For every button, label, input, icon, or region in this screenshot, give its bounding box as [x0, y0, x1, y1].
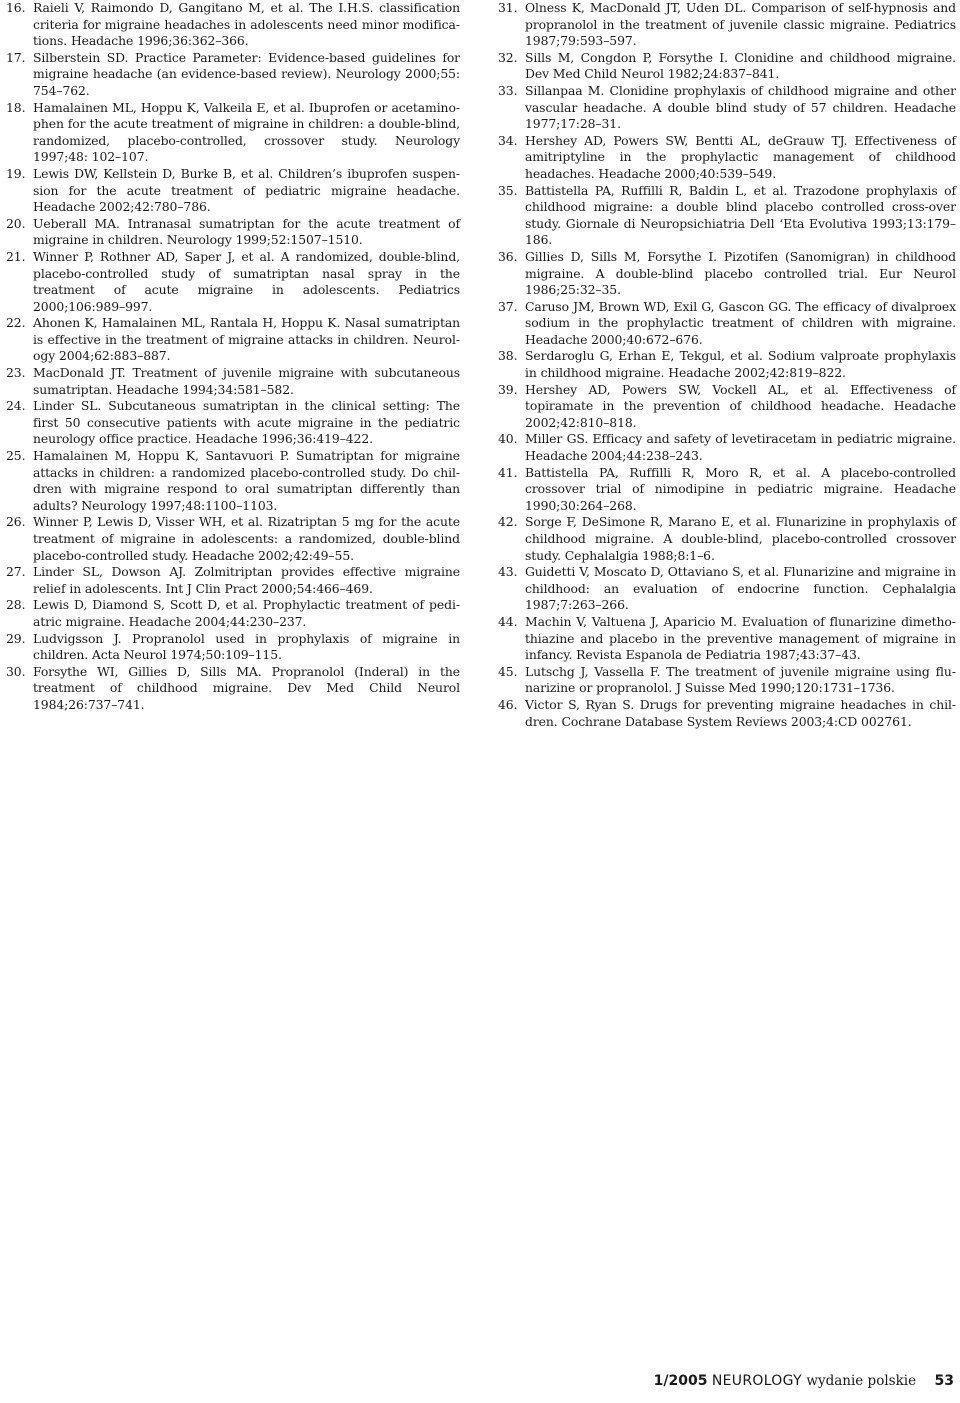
- reference-title: Propranolol (Inderal) in the treatment of childhood migraine.: [33, 663, 460, 696]
- reference-title: Flunarizine and migraine in childhood: an evaluation of endocrine function.: [525, 564, 956, 596]
- footer-journal: NEUROLOGY: [711, 1373, 802, 1389]
- reference-authors: Sills M, Congdon P, Forsythe I.: [525, 49, 728, 65]
- reference-source: Headache 2002;42:810–818.: [525, 398, 956, 430]
- reference-number: 28.: [6, 597, 26, 613]
- reference-item: [6, 315, 460, 365]
- reference-source: Cochrane Database System Reviews 2003;4:CD 002761.: [561, 713, 912, 729]
- reference-source: Pediatrics 1987;79:593–597.: [525, 16, 956, 49]
- reference-number: 27.: [6, 564, 26, 580]
- reference-authors: Sorge F, DeSimone R, Marano E, et al.: [525, 514, 771, 530]
- reference-item: [498, 183, 956, 249]
- reference-number: 22.: [6, 315, 26, 331]
- reference-source: Headache 2002;42:819–822.: [668, 365, 846, 381]
- reference-item: [498, 249, 956, 299]
- reference-source: Neurology 1997;48: 102–107.: [33, 132, 460, 165]
- reference-item: [6, 100, 460, 166]
- reference-item: [6, 514, 460, 564]
- reference-authors: Ueberall MA.: [33, 215, 120, 231]
- reference-title: A randomized, double-blind, placebo-controlled study of sumatriptan nasal spray in the treatment of acute migraine in adolescents.: [33, 248, 460, 298]
- reference-source: Giornale di Neuropsichiatria Dell ‘Eta Evolutiva 1993;13:179–186.: [525, 215, 956, 248]
- reference-authors: Serdaroglu G, Erhan E, Tekgul, et al.: [525, 348, 763, 364]
- reference-number: 45.: [498, 663, 518, 679]
- reference-number: 42.: [498, 514, 518, 530]
- reference-number: 16.: [6, 0, 26, 15]
- reference-title: Ibuprofen or acetaminophen for the acute treatment of migraine in children: a double-blind, randomized, placebo-controlled, crossover study.: [33, 99, 460, 148]
- reference-title: Comparison of self-hypnosis and propranolol in the treatment of juvenile classic migraine.: [525, 0, 956, 32]
- reference-authors: Victor S, Ryan S.: [525, 696, 635, 712]
- reference-authors: Miller GS.: [525, 431, 589, 447]
- reference-source: Dev Med Child Neurol 1982;24:837–841.: [525, 66, 780, 82]
- reference-number: 41.: [498, 464, 518, 480]
- reference-authors: Lewis D, Diamond S, Scott D, et al.: [33, 597, 258, 613]
- reference-source: Cephalalgia 1987;7:263–266.: [525, 580, 956, 613]
- reference-authors: Hershey AD, Powers SW, Vockell AL, et al.: [525, 381, 839, 397]
- reference-item: [498, 83, 956, 133]
- reference-number: 19.: [6, 165, 26, 181]
- reference-title: Zolmitriptan provides effective migraine relief in adolescents.: [33, 564, 461, 596]
- page-footer: [654, 1373, 954, 1389]
- reference-source: Headache 1990;30:264–268.: [525, 481, 956, 513]
- reference-item: [498, 431, 956, 464]
- reference-title: A placebo-controlled crossover trial of nimodipine in pediatric migraine.: [525, 464, 957, 497]
- reference-item: [6, 448, 460, 514]
- reference-item: [498, 564, 956, 614]
- reference-authors: Battistella PA, Ruffilli R, Moro R, et al.: [525, 464, 811, 480]
- reference-number: 34.: [498, 132, 518, 148]
- reference-item: [498, 382, 956, 432]
- reference-number: 32.: [498, 49, 518, 65]
- reference-authors: Caruso JM, Brown WD, Exil G, Gascon GG.: [525, 298, 792, 314]
- reference-title: Children’s ibuprofen suspension for the acute treatment of pediatric migraine headache.: [33, 165, 461, 198]
- reference-title: The efficacy of divalproex sodium in the prophylactic treatment of children with migraine.: [525, 298, 957, 331]
- reference-source: Dev Med Child Neurol 1984;26:737–741.: [33, 680, 460, 712]
- reference-authors: Raieli V, Raimondo D, Gangitano M, et al.: [33, 0, 304, 15]
- reference-source: Headache 2002;42:780–786.: [33, 199, 211, 215]
- footer-issue: 1/2005: [653, 1373, 708, 1389]
- reference-authors: Hershey AD, Powers SW, Bentti AL, deGrauw TJ.: [525, 132, 848, 148]
- reference-authors: Hamalainen ML, Hoppu K, Valkeila E, et al.: [33, 99, 305, 115]
- reference-number: 38.: [498, 348, 518, 364]
- reference-number: 20.: [6, 215, 26, 231]
- reference-authors: Guidetti V, Moscato D, Ottaviano S, et al.: [525, 564, 780, 580]
- reference-title: Nasal sumatriptan is effective in the treatment of migraine attacks in children.: [33, 315, 460, 347]
- reference-authors: Ludvigsson J.: [33, 630, 122, 646]
- reference-source: Headache 2000;40:672–676.: [525, 331, 703, 347]
- reference-source: Headache 2004;44:238–243.: [525, 448, 703, 464]
- reference-number: 33.: [498, 82, 518, 98]
- reference-number: 36.: [498, 248, 518, 264]
- reference-source: Headache 1996;36:419–422.: [195, 431, 373, 447]
- reference-number: 17.: [6, 49, 26, 65]
- reference-title: Drugs for preventing migraine headaches in children.: [525, 696, 957, 729]
- reference-authors: Machin V, Valtuena J, Aparicio M.: [525, 613, 737, 629]
- reference-authors: Winner P, Rothner AD, Saper J, et al.: [33, 248, 275, 264]
- reference-title: Effectiveness of amitriptyline in the prophylactic management of childhood headaches.: [525, 132, 956, 181]
- reference-title: Sumatriptan for migraine attacks in children: a randomized placebo-controlled study. Do children with migraine respond to oral sumatriptan differently than adults?: [33, 448, 460, 513]
- reference-source: Cephalalgia 1988;8:1–6.: [564, 547, 715, 563]
- reference-source: Neurology 2000;55: 754–762.: [33, 66, 461, 98]
- reference-item: [6, 365, 460, 398]
- reference-source: Neurology 2004;62:883–887.: [33, 331, 460, 364]
- reference-title: Effectiveness of topiramate in the prevention of childhood headache.: [525, 381, 956, 414]
- reference-authors: Forsythe WI, Gillies D, Sills MA.: [33, 663, 262, 679]
- reference-source: Neurology 1997;48:1100–1103.: [81, 497, 278, 513]
- reference-number: 37.: [498, 298, 518, 314]
- reference-number: 44.: [498, 613, 518, 629]
- reference-item: [498, 348, 956, 381]
- reference-item: [6, 631, 460, 664]
- reference-item: [6, 0, 460, 50]
- reference-title: Treatment of juvenile migraine with subcutaneous sumatriptan.: [33, 365, 461, 397]
- reference-item: [6, 249, 460, 315]
- reference-title: The treatment of juvenile migraine using flunarizine or propranolol.: [525, 663, 956, 696]
- reference-item: [498, 664, 956, 697]
- reference-item: [498, 50, 956, 83]
- reference-source: Headache 1977;17:28–31.: [525, 99, 956, 132]
- reference-source: Revista Espanola de Pediatria 1987;43:37–43.: [576, 647, 861, 663]
- reference-number: 35.: [498, 182, 518, 198]
- reference-number: 39.: [498, 381, 518, 397]
- reference-number: 29.: [6, 630, 26, 646]
- reference-authors: Battistella PA, Ruffilli R, Baldin L, et al.: [525, 182, 788, 198]
- reference-title: Trazodone prophylaxis of childhood migraine: a double blind placebo controlled cross-over study.: [525, 182, 957, 231]
- reference-item: [498, 133, 956, 183]
- reference-item: [498, 465, 956, 515]
- references-column-right: [498, 0, 956, 730]
- reference-authors: Lutschg J, Vassella F.: [525, 663, 661, 679]
- reference-title: Pizotifen (Sanomigran) in childhood migraine. A double-blind placebo controlled trial.: [525, 248, 956, 281]
- reference-source: Eur Neurol 1986;25:32–35.: [525, 265, 956, 298]
- reference-source: Acta Neurol 1974;50:109–115.: [91, 647, 282, 663]
- reference-authors: Winner P, Lewis D, Visser WH, et al.: [33, 514, 263, 530]
- page-number: 53: [934, 1373, 954, 1389]
- reference-number: 23.: [6, 365, 26, 381]
- reference-number: 43.: [498, 564, 518, 580]
- reference-title: Intranasal sumatriptan for the acute treatment of migraine in children.: [33, 215, 460, 248]
- reference-item: [498, 0, 956, 50]
- reference-title: Evaluation of flunarizine dimethothiazine and placebo in the preventive management of migraine in infancy.: [525, 613, 956, 663]
- reference-number: 24.: [6, 398, 26, 414]
- reference-authors: Olness K, MacDonald JT, Uden DL.: [525, 0, 747, 15]
- reference-title: Rizatriptan 5 mg for the acute treatment of migraine in adolescents: a randomized, double-blind placebo-controlled study.: [33, 514, 460, 563]
- reference-source: J Suisse Med 1990;120:1731–1736.: [676, 680, 895, 696]
- reference-title: Clonidine prophylaxis of childhood migraine and other vascular headache. A double blind study of 57 children.: [525, 82, 956, 115]
- reference-authors: Sillanpaa M.: [525, 82, 605, 98]
- references-column-left: [6, 0, 460, 714]
- reference-source: Headache 2002;42:49–55.: [191, 547, 354, 563]
- reference-item: [498, 514, 956, 564]
- reference-authors: Silberstein SD.: [33, 49, 129, 65]
- reference-authors: Ahonen K, Hamalainen ML, Rantala H, Hoppu K.: [33, 315, 341, 331]
- footer-edition: wydanie polskie: [806, 1373, 917, 1389]
- reference-title: Clonidine and childhood migraine.: [734, 49, 956, 65]
- reference-item: [6, 166, 460, 216]
- reference-number: 25.: [6, 448, 26, 464]
- reference-source: Headache 1994;34:581–582.: [116, 381, 294, 397]
- reference-title: Sodium valproate prophylaxis in childhood migraine.: [525, 348, 956, 381]
- reference-authors: MacDonald JT.: [33, 365, 126, 381]
- reference-title: Subcutaneous sumatriptan in the clinical setting: The first 50 consecutive patients with acute migraine in the pediatric neurology office practice.: [33, 398, 461, 447]
- reference-authors: Linder SL.: [33, 398, 102, 414]
- reference-number: 21.: [6, 248, 26, 264]
- reference-source: Headache 2000;40:539–549.: [598, 165, 777, 181]
- reference-authors: Hamalainen M, Hoppu K, Santavuori P.: [33, 448, 290, 464]
- reference-number: 26.: [6, 514, 26, 530]
- reference-title: The I.H.S. classification criteria for migraine headaches in adolescents need minor modifications.: [33, 0, 460, 49]
- reference-source: Neurology 1999;52:1507–1510.: [166, 232, 363, 248]
- reference-authors: Lewis DW, Kellstein D, Burke B, et al.: [33, 165, 274, 181]
- reference-number: 31.: [498, 0, 518, 15]
- reference-source: Pediatrics 2000;106:989–997.: [33, 282, 460, 314]
- reference-source: Headache 1996;36:362–366.: [70, 33, 249, 49]
- reference-title: Flunarizine in prophylaxis of childhood migraine. A double-blind, placebo-controlled crossover study.: [525, 514, 957, 563]
- reference-item: [498, 697, 956, 730]
- reference-item: [6, 564, 460, 597]
- reference-title: Propranolol used in prophylaxis of migraine in children.: [33, 630, 460, 663]
- reference-item: [6, 664, 460, 714]
- reference-number: 30.: [6, 663, 26, 679]
- reference-number: 46.: [498, 696, 518, 712]
- reference-title: Prophylactic treatment of pediatric migraine.: [33, 597, 460, 629]
- reference-item: [6, 50, 460, 100]
- reference-number: 40.: [498, 431, 518, 447]
- reference-authors: Gillies D, Sills M, Forsythe I.: [525, 248, 717, 264]
- reference-item: [6, 597, 460, 630]
- reference-title: Practice Parameter: Evidence-based guidelines for migraine headache (an evidence-based review).: [33, 49, 460, 82]
- reference-number: 18.: [6, 99, 26, 115]
- reference-source: Headache 2004;44:230–237.: [128, 613, 307, 629]
- reference-authors: Linder SL, Dowson AJ.: [33, 564, 186, 580]
- reference-title: Efficacy and safety of levetiracetam in pediatric migraine.: [592, 431, 956, 447]
- reference-item: [498, 299, 956, 349]
- reference-source: Int J Clin Pract 2000;54:466–469.: [165, 580, 373, 596]
- reference-item: [6, 398, 460, 448]
- reference-item: [6, 216, 460, 249]
- reference-item: [498, 614, 956, 664]
